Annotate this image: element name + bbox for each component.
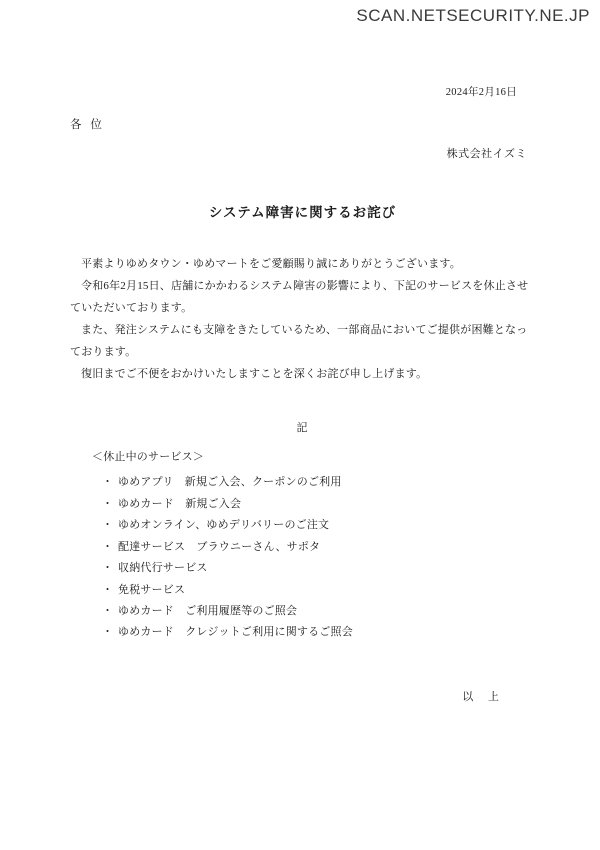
site-watermark: SCAN.NETSECURITY.NE.JP	[356, 6, 590, 25]
list-item: ・ ゆめオンライン、ゆめデリバリーのご注文	[102, 515, 535, 536]
paragraph: また、発注システムにも支障をきたしているため、一部商品においてご提供が困難となっております。	[70, 324, 528, 359]
paragraph: 令和6年2月15日、店舗にかかわるシステム障害の影響により、下記のサービスを休止させていただいております。	[70, 280, 529, 315]
list-item: ・ 収納代行サービス	[102, 558, 535, 579]
paragraph: 平素よりゆめタウン・ゆめマートをご愛顧賜り誠にありがとうございます。	[81, 258, 461, 271]
list-item: ・ ゆめカード ご利用履歴等のご照会	[102, 601, 535, 622]
document-date: 2024年2月16日	[445, 87, 517, 98]
paragraph: 復旧までご不便をおかけいたしますことを深くお詫び申し上げます。	[81, 368, 428, 381]
list-item: ・ 配達サービス ブラウニーさん、サポタ	[102, 537, 535, 558]
document-page	[20, 34, 580, 834]
document-title: システム障害に関するお詫び	[208, 205, 397, 221]
suspended-services-list	[70, 472, 535, 644]
sender-company: 株式会社イズミ	[446, 148, 527, 161]
list-item: ・ ゆめカード 新規ご入会	[102, 494, 535, 515]
list-item: ・ ゆめカード クレジットご利用に関するご照会	[102, 622, 535, 643]
closing-marker: 以 上	[462, 690, 505, 703]
list-item: ・ 免税サービス	[102, 580, 535, 601]
kigo-marker: 記	[296, 422, 309, 435]
service-list-heading: ＜休止中のサービス＞	[92, 450, 204, 463]
list-item: ・ ゆめアプリ 新規ご入会、クーポンのご利用	[102, 472, 535, 493]
body-paragraphs	[70, 253, 535, 385]
document-body	[70, 84, 535, 707]
addressee: 各 位	[70, 118, 105, 131]
